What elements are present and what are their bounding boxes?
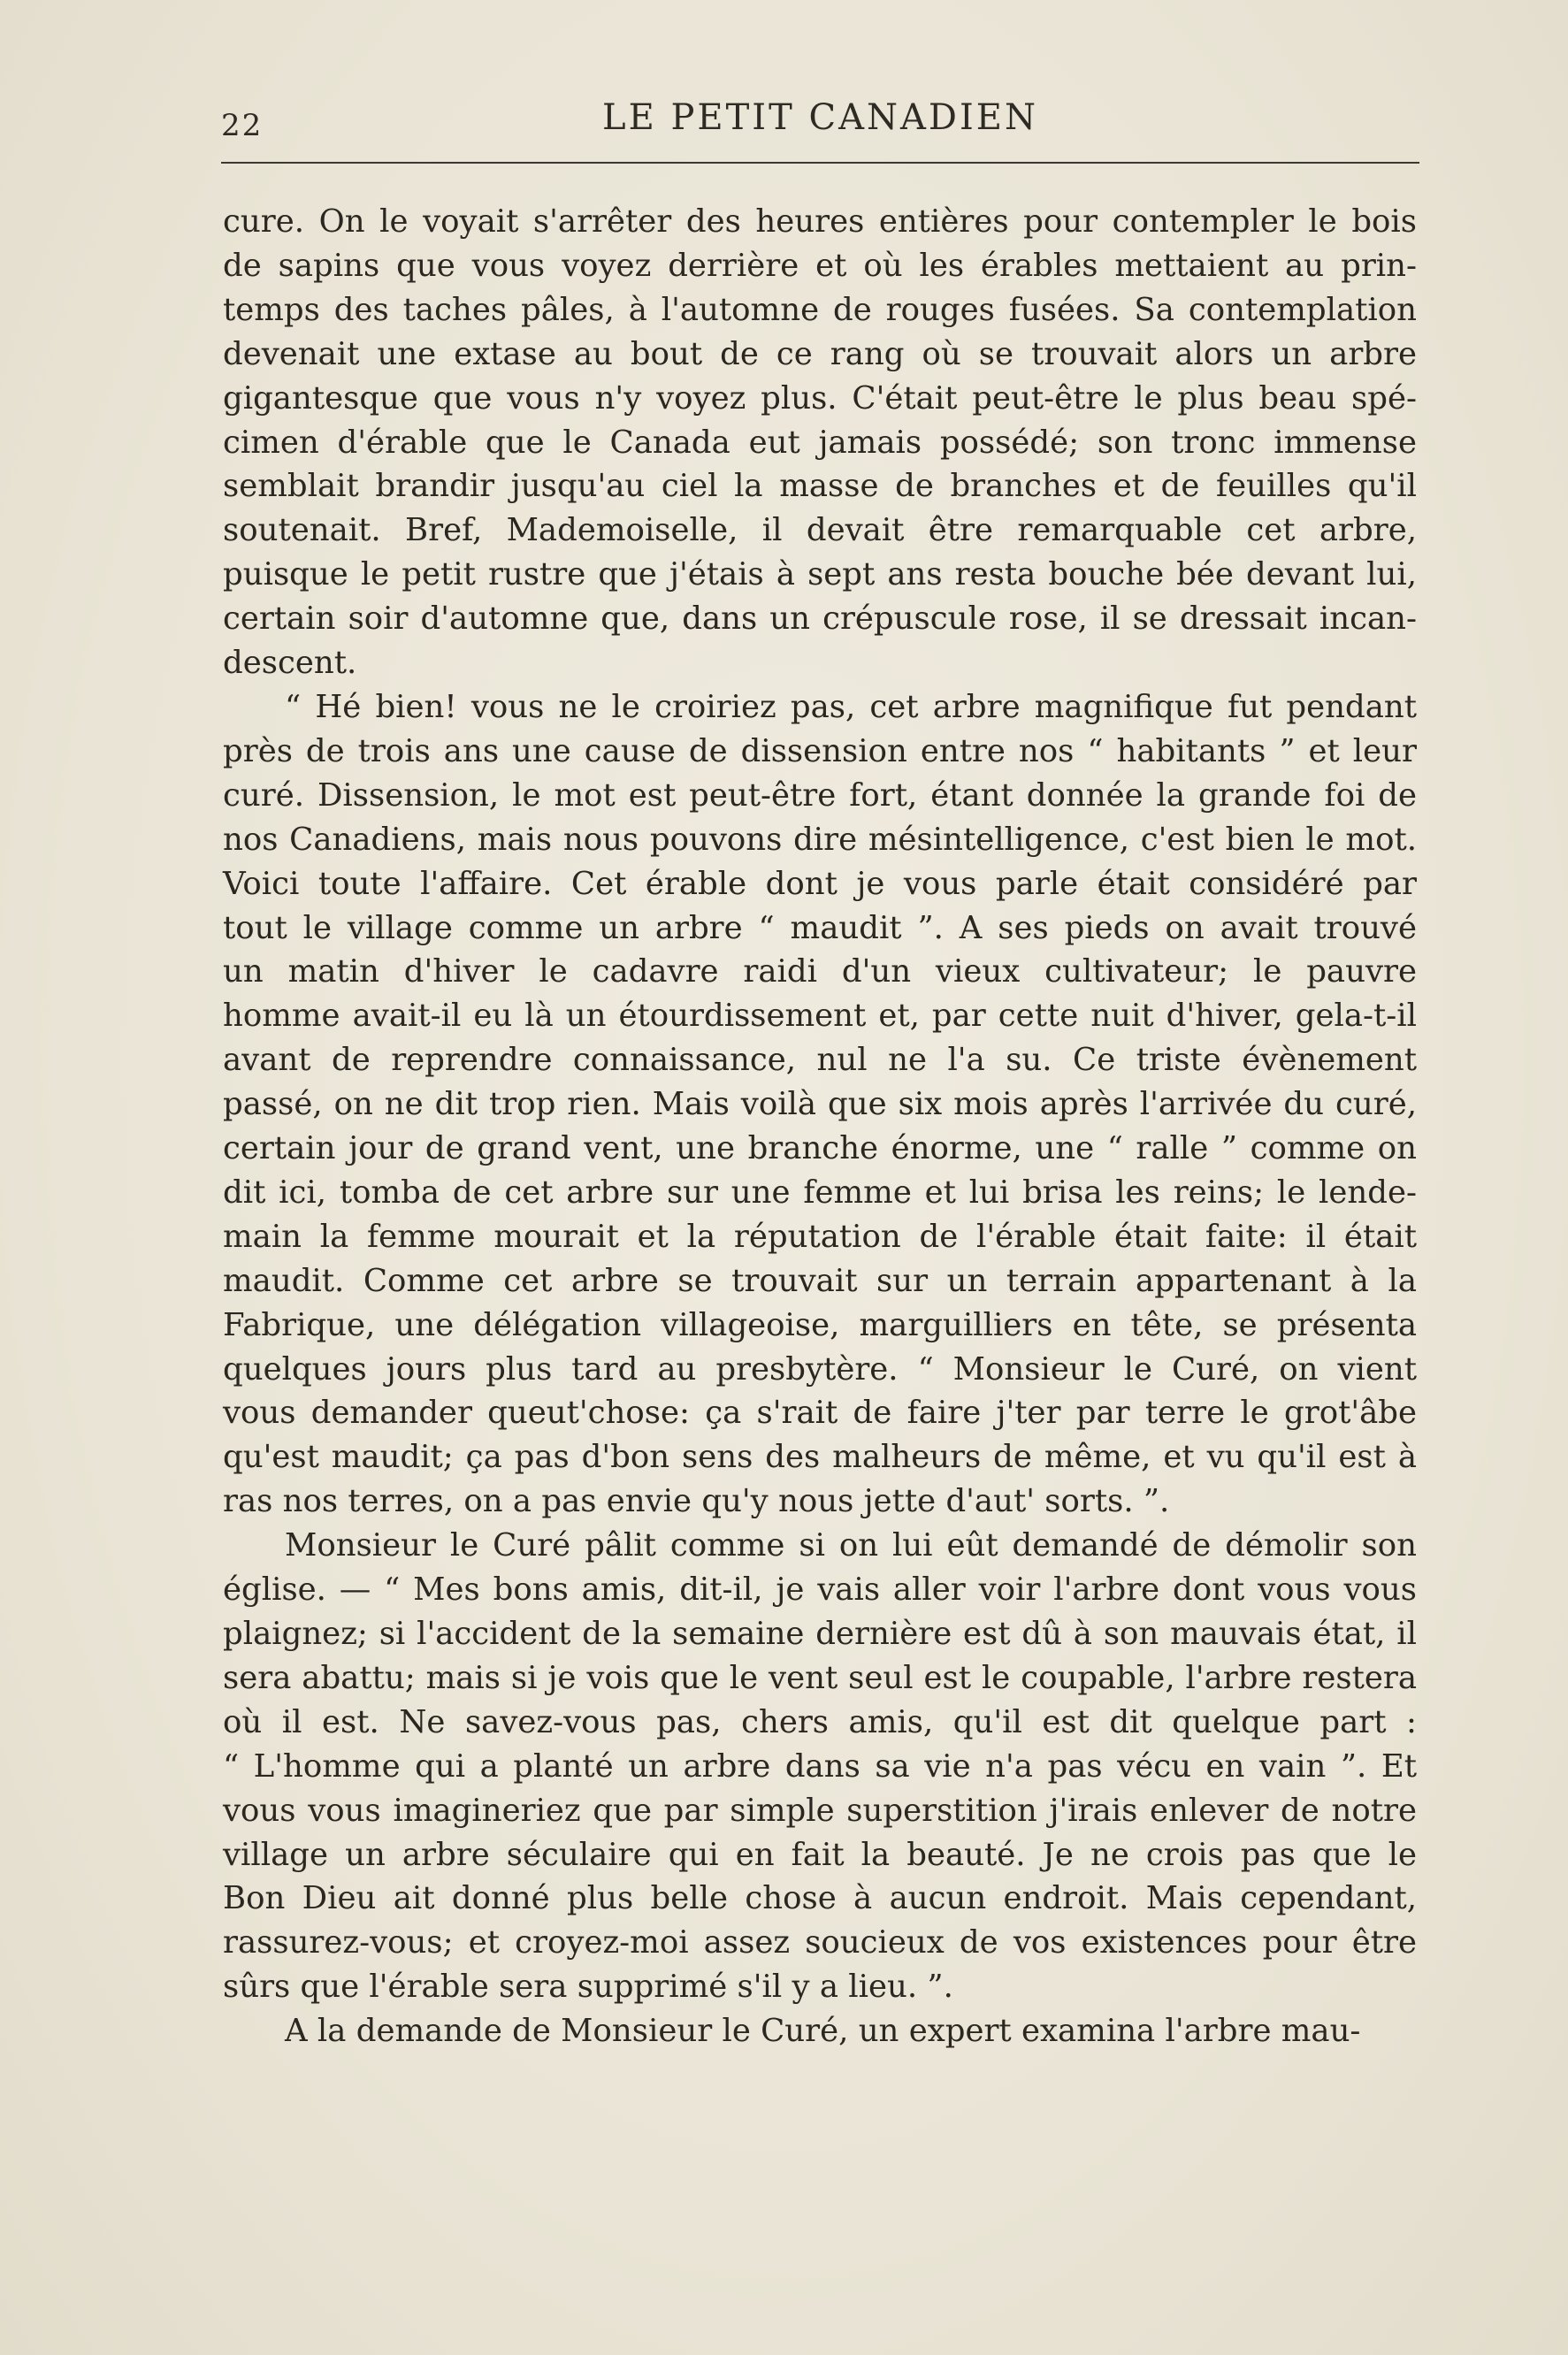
text-line: puisque le petit rustre que j'étais à sept ans resta bouche bée devant lui, xyxy=(223,556,1417,593)
text-line: tout le village comme un arbre “ maudit ”. A ses pieds on avait trouvé xyxy=(223,909,1417,946)
text-line: “ Hé bien! vous ne le croiriez pas, cet arbre magnifique fut pendant xyxy=(285,688,1417,725)
text-line: vous vous imagineriez que par simple superstition j'irais enlever de notre xyxy=(223,1792,1417,1829)
text-line: Fabrique, une délégation villageoise, marguilliers en tête, se présenta xyxy=(223,1306,1417,1343)
text-line: maudit. Comme cet arbre se trouvait sur un terrain appartenant à la xyxy=(223,1262,1417,1299)
text-line: semblait brandir jusqu'au ciel la masse de branches et de feuilles qu'il xyxy=(223,468,1417,505)
text-line: devenait une extase au bout de ce rang où se trouvait alors un arbre xyxy=(223,335,1417,372)
text-line: Bon Dieu ait donné plus belle chose à aucun endroit. Mais cependant, xyxy=(223,1880,1417,1917)
running-title: LE PETIT CANADIEN xyxy=(602,97,1038,138)
text-line: dit ici, tomba de cet arbre sur une femme et lui brisa les reins; le lende- xyxy=(223,1174,1417,1211)
text-line: Monsieur le Curé pâlit comme si on lui eût demandé de démolir son xyxy=(285,1527,1417,1564)
paragraph xyxy=(223,2009,1417,2053)
body-text xyxy=(223,200,1417,2053)
text-line: plaignez; si l'accident de la semaine dernière est dû à son mauvais état, il xyxy=(223,1616,1417,1652)
text-line: curé. Dissension, le mot est peut-être fort, étant donnée la grande foi de xyxy=(223,776,1417,814)
text-line: gigantesque que vous n'y voyez plus. C'était peut-être le plus beau spé- xyxy=(223,379,1417,417)
text-line: village un arbre séculaire qui en fait la beauté. Je ne crois pas que le xyxy=(223,1836,1417,1873)
text-line: certain soir d'automne que, dans un crépuscule rose, il se dressait incan- xyxy=(223,600,1417,638)
text-line: vous demander queut'chose: ça s'rait de faire j'ter par terre le grot'âbe xyxy=(223,1395,1417,1432)
page-number: 22 xyxy=(221,108,264,143)
text-line: près de trois ans une cause de dissension entre nos “ habitants ” et leur xyxy=(223,732,1417,769)
text-line: soutenait. Bref, Mademoiselle, il devait être remarquable cet arbre, xyxy=(223,512,1417,549)
text-line: descent. xyxy=(223,645,357,682)
text-line: quelques jours plus tard au presbytère. “ Monsieur le Curé, on vient xyxy=(223,1350,1417,1388)
paragraph xyxy=(223,685,1417,1524)
text-line: église. — “ Mes bons amis, dit-il, je vais aller voir l'arbre dont vous vous xyxy=(223,1571,1417,1609)
text-line: “ L'homme qui a planté un arbre dans sa vie n'a pas vécu en vain ”. Et xyxy=(223,1747,1417,1785)
text-line: ras nos terres, on a pas envie qu'y nous jette d'aut' sorts. ”. xyxy=(223,1483,1170,1520)
text-line: nos Canadiens, mais nous pouvons dire mésintelligence, c'est bien le mot. xyxy=(223,821,1417,858)
text-line: temps des taches pâles, à l'automne de rouges fusées. Sa contemplation xyxy=(223,291,1417,328)
text-line: Voici toute l'affaire. Cet érable dont je vous parle était considéré par xyxy=(223,865,1417,902)
text-line: main la femme mourait et la réputation de l'érable était faite: il était xyxy=(223,1218,1417,1255)
text-line: de sapins que vous voyez derrière et où les érables mettaient au prin- xyxy=(223,247,1417,284)
text-line: rassurez-vous; et croyez-moi assez soucieux de vos existences pour être xyxy=(223,1924,1417,1961)
text-line: qu'est maudit; ça pas d'bon sens des malheurs de même, et vu qu'il est à xyxy=(223,1439,1417,1476)
paragraph xyxy=(223,1524,1417,2009)
text-line: cimen d'érable que le Canada eut jamais possédé; son tronc immense xyxy=(223,424,1417,461)
page-header xyxy=(221,92,1419,145)
paragraph xyxy=(223,200,1417,685)
text-line: A la demande de Monsieur le Curé, un expert examina l'arbre mau- xyxy=(285,2013,1361,2050)
text-line: cure. On le voyait s'arrêter des heures entières pour contempler le bois xyxy=(223,203,1417,240)
text-line: un matin d'hiver le cadavre raidi d'un vieux cultivateur; le pauvre xyxy=(223,953,1417,990)
header-rule xyxy=(221,162,1419,164)
text-line: sera abattu; mais si je vois que le vent seul est le coupable, l'arbre restera xyxy=(223,1659,1417,1696)
text-line: où il est. Ne savez-vous pas, chers amis, qu'il est dit quelque part : xyxy=(223,1703,1417,1740)
text-line: certain jour de grand vent, une branche énorme, une “ ralle ” comme on xyxy=(223,1130,1417,1167)
text-line: passé, on ne dit trop rien. Mais voilà que six mois après l'arrivée du curé, xyxy=(223,1086,1417,1123)
text-line: avant de reprendre connaissance, nul ne l'a su. Ce triste évènement xyxy=(223,1042,1417,1079)
text-line: homme avait-il eu là un étourdissement et, par cette nuit d'hiver, gela-t-il xyxy=(223,998,1417,1035)
text-line: sûrs que l'érable sera supprimé s'il y a lieu. ”. xyxy=(223,1969,953,2006)
